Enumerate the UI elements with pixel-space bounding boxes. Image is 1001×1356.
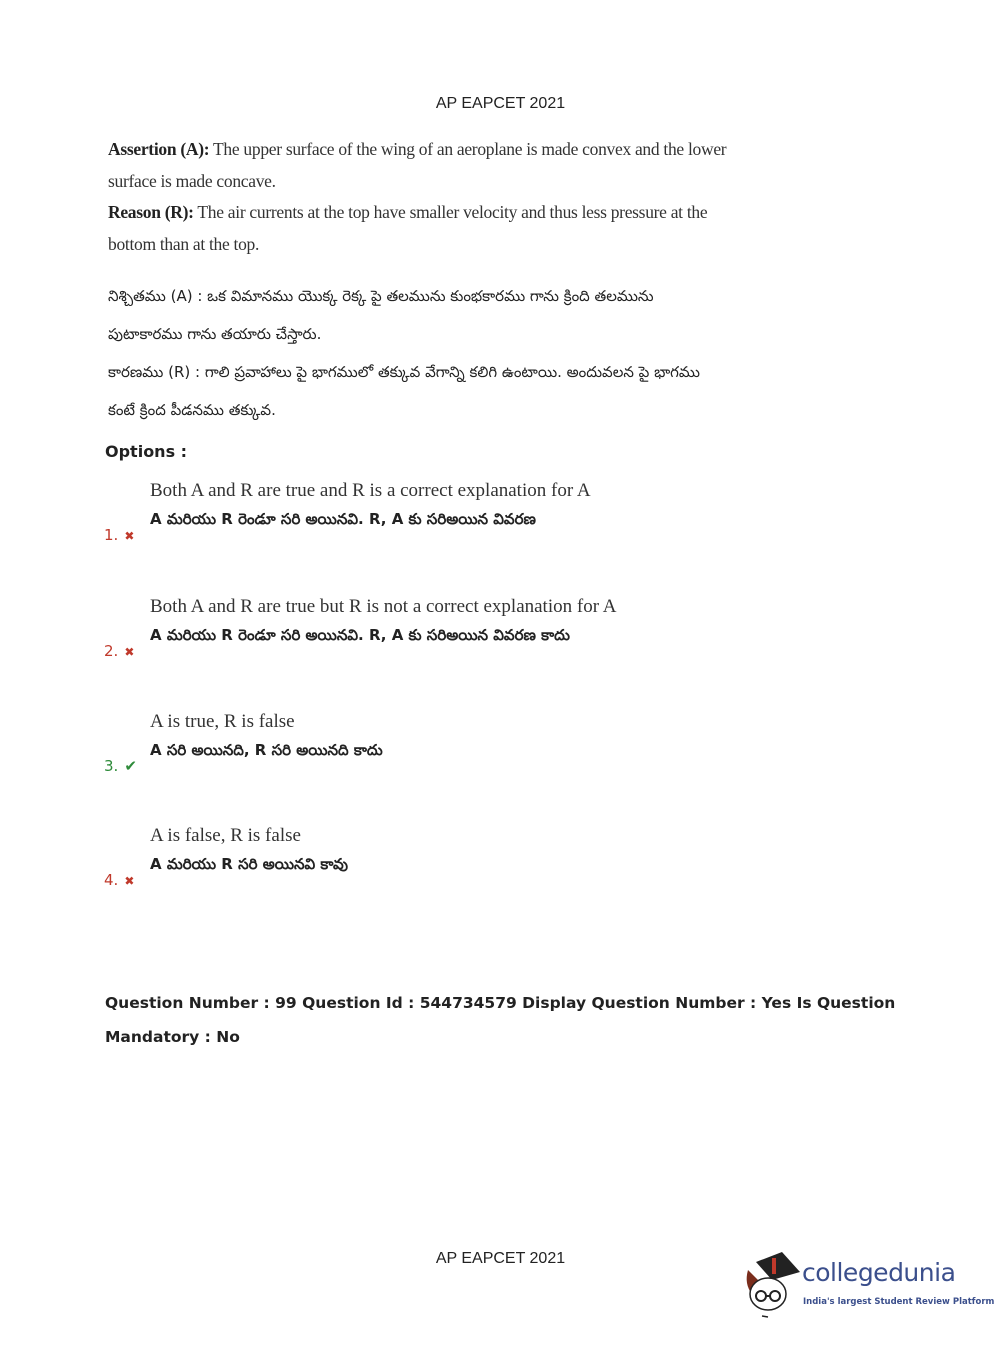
option-number: 4. [104, 871, 119, 889]
option-text-te: A మరియు R రెండూ సరి అయినవి. R, A కు సరిఅయిన వివరణ కాదు [150, 626, 570, 644]
option-text-te: A మరియు R సరి అయినవి కావు [150, 855, 348, 873]
question-metadata: Question Number : 99 Question Id : 544734579 Display Question Number : Yes Is Question Mandatory : No [105, 994, 896, 1046]
cross-icon: ✖ [124, 645, 135, 659]
option-text-en: A is false, R is false [150, 825, 301, 846]
option-text-te: A సరి అయినది, R సరి అయినది కాదు [150, 741, 383, 759]
check-icon: ✔ [124, 757, 137, 775]
assertion [108, 134, 728, 197]
option-text-en: A is true, R is false [150, 711, 295, 732]
option-number: 3. [104, 757, 119, 775]
page-header: AP EAPCET 2021 [435, 95, 566, 112]
assertion-label: Assertion (A): [108, 139, 210, 159]
option-text-en: Both A and R are true but R is not a correct explanation for A [150, 596, 617, 617]
collegedunia-logo [742, 1250, 995, 1320]
logo-tagline: India's largest Student Review Platform [803, 1297, 995, 1307]
cross-icon: ✖ [124, 529, 135, 543]
reason [108, 197, 728, 260]
assertion-text: The upper surface of the wing of an aeroplane is made convex and the lower surface is made concave. [108, 139, 727, 191]
question-telugu [108, 277, 728, 429]
options-label: Options : [105, 442, 188, 461]
page-footer: AP EAPCET 2021 [435, 1250, 566, 1267]
mascot-icon [742, 1250, 802, 1320]
assertion-telugu: నిశ్చితము (A) : ఒక విమానము యొక్క రెక్క పై తలమును కుంభకారము గాను క్రింది తలమును పుటాకారము గాను తయారు చేస్తారు. [108, 287, 654, 343]
option-text-en: Both A and R are true and R is a correct explanation for A [150, 480, 591, 501]
logo-wordmark: collegedunia [802, 1258, 956, 1287]
reason-text: The air currents at the top have smaller velocity and thus less pressure at the bottom than at the top. [108, 202, 708, 254]
option-number: 2. [104, 642, 119, 660]
cross-icon: ✖ [124, 874, 135, 888]
reason-label: Reason (R): [108, 202, 194, 222]
question-english [108, 134, 728, 260]
reason-telugu: కారణము (R) : గాలి ప్రవాహాలు పై భాగములో తక్కువ వేగాన్ని కలిగి ఉంటాయి. అందువలన పై భాగము కంటే క్రింద పీడనము తక్కువ. [108, 363, 700, 419]
option-number: 1. [104, 526, 119, 544]
option-text-te: A మరియు R రెండూ సరి అయినవి. R, A కు సరిఅయిన వివరణ [150, 510, 536, 528]
